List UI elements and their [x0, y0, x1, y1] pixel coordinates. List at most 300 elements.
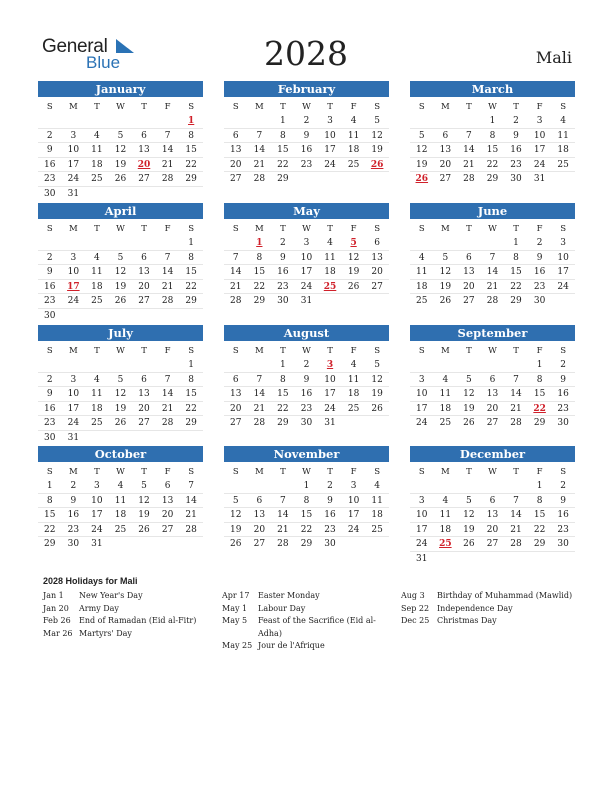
holiday-item [401, 615, 576, 628]
week-row [38, 416, 203, 431]
weekday-header-row [224, 344, 389, 358]
day-cell [179, 431, 203, 446]
day-cell: 16 [67, 510, 80, 521]
day-cell: 10 [324, 130, 336, 141]
weekday-label: W [116, 346, 125, 356]
day-cell: 2 [70, 481, 77, 491]
day-cell: 30 [277, 296, 289, 307]
weekday-label: S [46, 346, 53, 356]
day-cell: 3 [303, 238, 310, 248]
day-cell: 25 [347, 403, 360, 414]
day-cell: 8 [280, 374, 286, 385]
day-cell [38, 236, 62, 250]
day-cell: 27 [463, 296, 475, 307]
day-cell: 6 [374, 238, 381, 248]
week-row [224, 479, 389, 494]
day-cell: 18 [91, 403, 103, 414]
day-cell: 11 [91, 389, 103, 400]
day-cell: 23 [44, 174, 56, 185]
weekday-label: M [254, 467, 264, 477]
day-cell: 28 [463, 174, 475, 185]
weekday-label: T [327, 102, 333, 112]
day-cell [132, 114, 156, 128]
weekday-label: T [141, 224, 147, 234]
day-cell: 29 [300, 539, 313, 550]
holiday-day-cell: 25 [439, 539, 452, 550]
holiday-name: Independence Day [437, 603, 513, 613]
weekday-label: M [440, 102, 450, 112]
week-row [38, 508, 203, 523]
weekday-label: T [327, 346, 333, 356]
day-cell: 13 [161, 495, 174, 506]
day-cell [156, 431, 180, 446]
day-cell [365, 294, 389, 309]
day-cell: 10 [67, 145, 80, 156]
day-cell: 17 [300, 267, 313, 278]
day-cell: 6 [232, 374, 239, 385]
day-cell: 5 [466, 495, 472, 506]
day-cell: 29 [277, 418, 289, 429]
day-cell [85, 358, 109, 372]
day-cell: 9 [536, 252, 543, 263]
day-cell [365, 172, 389, 187]
weeks [38, 236, 203, 324]
week-row [410, 358, 575, 373]
day-cell: 7 [256, 374, 263, 385]
week-row [410, 265, 575, 280]
day-cell: 13 [230, 145, 242, 156]
day-cell: 18 [557, 145, 569, 156]
day-cell: 21 [463, 159, 475, 170]
weekday-label: S [188, 102, 195, 112]
day-cell: 4 [94, 130, 100, 141]
weekday-label: M [254, 224, 264, 234]
day-cell: 19 [416, 159, 428, 170]
month-header: April [38, 203, 203, 219]
day-cell [156, 358, 180, 372]
day-cell: 3 [418, 495, 425, 506]
day-cell: 31 [91, 539, 103, 550]
day-cell: 30 [300, 418, 313, 429]
weekday-label: W [488, 467, 497, 477]
logo-text-blue: Blue [86, 53, 121, 72]
day-cell: 21 [510, 524, 522, 535]
month-header: September [410, 325, 575, 341]
day-cell: 20 [230, 403, 242, 414]
weekday-label: M [440, 346, 450, 356]
day-cell: 5 [466, 374, 472, 385]
day-cell: 24 [533, 159, 546, 170]
weekday-label: W [302, 224, 311, 234]
week-row [224, 387, 389, 402]
day-cell: 3 [536, 116, 543, 126]
weekday-label: T [280, 224, 286, 234]
day-cell: 14 [185, 495, 197, 506]
day-cell: 25 [416, 296, 428, 307]
day-cell [109, 187, 133, 202]
day-cell: 14 [463, 145, 475, 156]
day-cell: 15 [300, 510, 313, 521]
month-january [38, 81, 203, 202]
week-row [224, 158, 389, 173]
day-cell: 24 [416, 418, 428, 429]
holiday-day-cell: 17 [67, 281, 80, 292]
day-cell: 21 [161, 403, 174, 414]
weekday-label: S [46, 467, 53, 477]
weekday-label: S [46, 102, 53, 112]
day-cell: 4 [117, 481, 124, 491]
day-cell: 7 [513, 495, 519, 506]
weekday-label: S [560, 224, 567, 234]
weekday-label: T [466, 467, 472, 477]
week-row [38, 129, 203, 144]
weekday-label: S [188, 467, 195, 477]
day-cell: 25 [91, 418, 103, 429]
holiday-day-cell: 22 [533, 403, 546, 414]
weekday-label: S [232, 346, 239, 356]
day-cell: 11 [439, 389, 452, 400]
weekday-label: S [418, 467, 425, 477]
day-cell: 30 [44, 188, 56, 199]
day-cell: 19 [371, 389, 383, 400]
day-cell: 8 [188, 130, 195, 141]
week-row [224, 114, 389, 129]
weekday-label: S [374, 224, 381, 234]
day-cell: 31 [67, 432, 80, 443]
weekday-label: S [374, 467, 381, 477]
weekday-label: S [560, 102, 567, 112]
day-cell: 14 [277, 510, 289, 521]
month-july [38, 325, 203, 446]
day-cell: 8 [536, 495, 543, 506]
week-row [410, 129, 575, 144]
day-cell [504, 552, 528, 567]
day-cell: 19 [114, 403, 127, 414]
day-cell: 12 [347, 252, 360, 263]
holiday-name: New Year's Day [79, 591, 143, 600]
day-cell: 13 [439, 145, 452, 156]
day-cell: 16 [44, 281, 56, 292]
logo-text-general: General [42, 36, 108, 57]
day-cell: 20 [371, 267, 383, 278]
weekday-label: T [513, 467, 519, 477]
day-cell: 27 [371, 281, 383, 292]
day-cell: 8 [188, 374, 195, 385]
day-cell: 12 [230, 510, 242, 521]
weekday-header-row [38, 100, 203, 114]
weekday-label: W [488, 224, 497, 234]
day-cell: 27 [138, 418, 150, 429]
day-cell: 18 [91, 281, 103, 292]
holiday-date: Jan 1 [43, 591, 64, 600]
day-cell: 29 [533, 539, 546, 550]
day-cell: 14 [161, 389, 174, 400]
day-cell: 28 [161, 174, 174, 185]
day-cell: 2 [303, 116, 310, 126]
day-cell: 29 [486, 174, 499, 185]
day-cell: 4 [350, 116, 357, 126]
holiday-date: May 25 [222, 641, 253, 650]
day-cell [365, 537, 389, 552]
day-cell: 28 [161, 418, 174, 429]
day-cell: 16 [557, 510, 569, 521]
month-header: July [38, 325, 203, 341]
day-cell [481, 479, 505, 493]
week-row [38, 114, 203, 129]
holidays-title: 2028 Holidays for Mali [43, 576, 138, 586]
day-cell: 1 [513, 238, 519, 248]
day-cell: 28 [510, 539, 522, 550]
month-may [224, 203, 389, 309]
week-row [38, 280, 203, 295]
day-cell: 11 [416, 267, 428, 278]
week-row [224, 251, 389, 266]
weekday-label: S [418, 102, 425, 112]
day-cell: 5 [442, 252, 449, 263]
weekday-label: T [141, 346, 147, 356]
day-cell [62, 358, 86, 372]
day-cell: 23 [324, 524, 336, 535]
day-cell: 14 [510, 510, 522, 521]
day-cell: 25 [439, 418, 452, 429]
day-cell: 10 [416, 389, 428, 400]
week-row [224, 129, 389, 144]
day-cell: 13 [486, 389, 499, 400]
day-cell: 23 [533, 281, 546, 292]
holiday-date: Aug 3 [401, 591, 425, 600]
day-cell: 21 [185, 510, 197, 521]
day-cell: 5 [117, 252, 124, 263]
day-cell [481, 236, 505, 250]
day-cell: 21 [253, 403, 266, 414]
day-cell: 1 [188, 238, 195, 248]
day-cell: 16 [557, 389, 569, 400]
weekday-label: W [116, 102, 125, 112]
day-cell: 30 [557, 539, 569, 550]
holiday-day-cell: 3 [326, 360, 334, 370]
day-cell [481, 358, 505, 372]
month-september [410, 325, 575, 431]
day-cell: 12 [114, 145, 127, 156]
day-cell: 1 [536, 360, 543, 370]
holiday-date: Apr 17 [222, 591, 250, 600]
day-cell: 18 [439, 403, 452, 414]
holiday-item [401, 603, 576, 616]
day-cell: 10 [416, 510, 428, 521]
day-cell [457, 236, 481, 250]
day-cell [62, 114, 86, 128]
day-cell: 16 [510, 145, 522, 156]
day-cell [481, 552, 505, 567]
week-row [38, 402, 203, 417]
holiday-name: Martyrs' Day [79, 628, 132, 638]
day-cell: 17 [91, 510, 103, 521]
weekday-label: S [418, 224, 425, 234]
week-row [224, 143, 389, 158]
week-row [38, 387, 203, 402]
weekday-label: T [280, 102, 286, 112]
day-cell: 6 [442, 130, 449, 141]
day-cell: 23 [510, 159, 522, 170]
day-cell: 26 [347, 281, 360, 292]
day-cell: 15 [185, 145, 197, 156]
holiday-item [43, 603, 218, 616]
day-cell: 27 [138, 296, 150, 307]
month-february [224, 81, 389, 187]
day-cell: 11 [557, 130, 569, 141]
day-cell [434, 114, 458, 128]
week-row [410, 172, 575, 187]
day-cell: 3 [70, 374, 77, 385]
day-cell: 23 [44, 418, 56, 429]
day-cell: 25 [347, 159, 360, 170]
weekday-label: S [374, 346, 381, 356]
month-april [38, 203, 203, 324]
week-row [38, 523, 203, 538]
weekday-label: T [94, 224, 100, 234]
day-cell: 18 [371, 510, 383, 521]
day-cell [132, 187, 156, 202]
day-cell: 24 [91, 524, 103, 535]
weekday-label: T [280, 467, 286, 477]
weeks [410, 479, 575, 567]
holiday-date: Feb 26 [43, 616, 71, 625]
day-cell: 27 [230, 174, 242, 185]
weekday-header-row [410, 100, 575, 114]
day-cell: 11 [91, 145, 103, 156]
week-row [410, 552, 575, 567]
day-cell [271, 479, 295, 493]
month-header: January [38, 81, 203, 97]
weekday-label: S [188, 224, 195, 234]
day-cell: 15 [510, 267, 522, 278]
day-cell: 20 [486, 524, 499, 535]
week-row [410, 508, 575, 523]
weeks [410, 236, 575, 309]
month-header: March [410, 81, 575, 97]
month-header: October [38, 446, 203, 462]
day-cell [295, 172, 319, 187]
day-cell: 7 [188, 481, 195, 491]
day-cell: 19 [371, 145, 383, 156]
day-cell: 4 [560, 116, 567, 126]
day-cell: 16 [300, 389, 313, 400]
day-cell: 11 [114, 495, 127, 506]
weekday-label: S [560, 467, 567, 477]
day-cell: 2 [303, 360, 310, 370]
day-cell: 15 [277, 145, 289, 156]
weeks [38, 358, 203, 446]
week-row [38, 143, 203, 158]
day-cell: 4 [94, 252, 100, 263]
day-cell: 31 [533, 174, 546, 185]
day-cell: 18 [91, 159, 103, 170]
day-cell: 7 [280, 495, 286, 506]
day-cell: 9 [70, 495, 77, 506]
day-cell: 16 [324, 510, 336, 521]
day-cell: 9 [560, 374, 567, 385]
weekday-label: M [440, 467, 450, 477]
day-cell: 12 [114, 267, 127, 278]
day-cell: 31 [67, 188, 80, 199]
month-header: May [224, 203, 389, 219]
week-row [38, 236, 203, 251]
day-cell: 22 [44, 524, 56, 535]
weeks [224, 114, 389, 187]
day-cell: 13 [253, 510, 266, 521]
day-cell: 30 [557, 418, 569, 429]
day-cell: 14 [161, 145, 174, 156]
day-cell: 4 [327, 238, 333, 248]
weekday-label: S [374, 102, 381, 112]
weekday-label: T [466, 224, 472, 234]
day-cell: 6 [141, 374, 147, 385]
weeks [410, 114, 575, 187]
holiday-column [43, 590, 218, 640]
day-cell: 24 [67, 174, 80, 185]
day-cell [551, 552, 575, 567]
day-cell [156, 114, 180, 128]
day-cell: 29 [277, 174, 289, 185]
weekday-label: F [536, 346, 543, 356]
day-cell: 17 [67, 159, 80, 170]
week-row [410, 158, 575, 173]
holiday-name: Easter Monday [258, 591, 320, 600]
holiday-date: Jan 20 [43, 603, 69, 613]
holiday-day-cell: 20 [137, 159, 151, 170]
holiday-column [401, 590, 576, 628]
day-cell: 22 [277, 403, 289, 414]
weeks [224, 479, 389, 552]
day-cell [85, 309, 109, 324]
day-cell: 2 [560, 481, 567, 491]
weekday-header-row [410, 344, 575, 358]
day-cell: 22 [300, 524, 313, 535]
weekday-label: F [350, 467, 357, 477]
day-cell: 1 [280, 116, 286, 126]
weekday-label: F [164, 467, 171, 477]
day-cell: 11 [347, 130, 360, 141]
day-cell: 13 [463, 267, 475, 278]
weekday-label: M [68, 224, 78, 234]
day-cell: 23 [557, 524, 569, 535]
day-cell: 30 [533, 296, 546, 307]
week-row [38, 358, 203, 373]
day-cell: 27 [253, 539, 266, 550]
day-cell: 13 [138, 145, 150, 156]
day-cell: 28 [253, 418, 266, 429]
day-cell: 18 [347, 145, 360, 156]
day-cell: 14 [161, 267, 174, 278]
weekday-label: T [513, 102, 519, 112]
day-cell: 16 [44, 403, 56, 414]
day-cell [434, 236, 458, 250]
day-cell: 30 [67, 539, 80, 550]
day-cell: 8 [280, 130, 286, 141]
day-cell [85, 114, 109, 128]
day-cell: 3 [418, 374, 425, 385]
holiday-column [222, 590, 397, 653]
day-cell: 4 [442, 495, 449, 506]
week-row [38, 494, 203, 509]
day-cell: 8 [303, 495, 310, 506]
day-cell: 14 [486, 267, 499, 278]
day-cell: 21 [486, 281, 499, 292]
day-cell: 8 [256, 252, 263, 263]
month-november [224, 446, 389, 552]
weekday-label: S [232, 102, 239, 112]
day-cell: 8 [513, 252, 519, 263]
